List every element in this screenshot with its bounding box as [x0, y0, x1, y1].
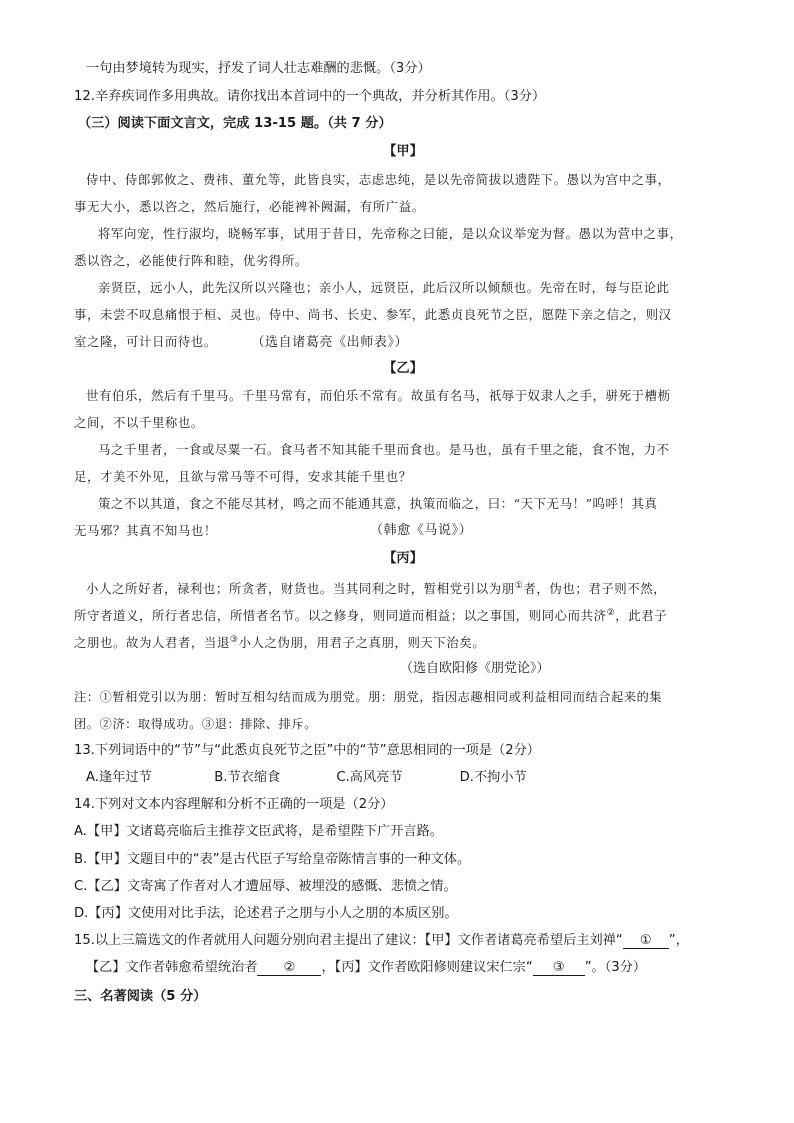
- bing-line-1: [86, 577, 732, 598]
- question-15-line-2: [86, 959, 732, 977]
- note-mark-2: ②: [606, 608, 616, 618]
- yi-line-5: 策之不以其道，食之不能尽其材，鸣之而不能通其意，执策而临之，曰：“天下无马！”呜呼！其真: [98, 496, 658, 511]
- bing-line-2b: ，此君子: [615, 608, 668, 624]
- q15-quote-close-2: ”: [584, 960, 592, 975]
- q14-option-c[interactable]: C.【乙】文寄寓了作者对人才遭屈辱、被埋没的感慨、悲愤之情。: [74, 879, 457, 894]
- jia-line-6: 事，未尝不叹息痛恨于桓、灵也。侍中、尚书、长史、参军，此悉贞良死节之臣，愿陛下亲之信之，则汉: [74, 307, 672, 322]
- q15-score: 。（3分）: [591, 960, 647, 975]
- q13-option-d[interactable]: D.不拘小节: [459, 770, 527, 785]
- yi-line-4: 足，才美不外见，且欲与常马等不可得，安求其能千里也？: [74, 469, 412, 484]
- yi-line-1: 世有伯乐，然后有千里马。千里马常有，而伯乐不常有。故虽有名马，祇辱于奴隶人之手，骈死于槽枥: [86, 388, 671, 403]
- q13-option-b[interactable]: B.节衣缩食: [214, 770, 281, 785]
- bing-line-2: [74, 604, 732, 625]
- passage-bing-label: 【丙】: [383, 551, 423, 566]
- q14-option-d[interactable]: D.【丙】文使用对比手法，论述君子之朋与小人之朋的本质区别。: [74, 906, 458, 921]
- intro-line: 一句由梦境转为现实，抒发了词人壮志难酬的悲慨。（3分）: [86, 61, 431, 76]
- q15-blank-3[interactable]: ③: [533, 960, 585, 976]
- q15-quote-open-2: “: [525, 960, 533, 975]
- passage-jia-label: 【甲】: [383, 144, 423, 159]
- bing-line-2a: 所守者道义，所行者忠信，所惜者名节。以之修身，则同道而相益；以之事国，则同心而共济: [74, 608, 607, 624]
- question-15-line-1: [74, 932, 732, 950]
- jia-line-3: 将军向宠，性行淑均，晓畅军事，试用于昔日，先帝称之曰能，是以众议举宠为督。愚以为营中之事，: [98, 226, 683, 241]
- question-14: 14.下列对文本内容理解和分析不正确的一项是（2分）: [74, 797, 394, 812]
- q15-part1: 15.以上三篇选文的作者就用人问题分别向君主提出了建议：【甲】文作者诸葛亮希望后主刘禅: [74, 933, 616, 948]
- note-mark-1: ①: [514, 581, 524, 591]
- q15-quote-close: ”: [668, 933, 676, 948]
- q15-part3: ，【丙】文作者欧阳修则建议宋仁宗: [321, 960, 526, 975]
- jia-line-5: 亲贤臣，远小人，此先汉所以兴隆也；亲小人，远贤臣，此后汉所以倾颓也。先帝在时，每与臣论此: [98, 280, 670, 295]
- bing-line-3: [74, 631, 732, 652]
- bing-line-1b: 者，伪也；君子则不然，: [523, 581, 667, 597]
- q15-blank-1[interactable]: ①: [623, 933, 669, 949]
- jia-line-7: [74, 333, 732, 352]
- q15-comma: ，: [675, 933, 689, 948]
- q13-option-c[interactable]: C.高风亮节: [336, 770, 403, 785]
- q14-option-a[interactable]: A.【甲】文诸葛亮临后主推荐文臣武将，是希望陛下广开言路。: [74, 824, 444, 839]
- yi-source: （韩愈《马说》）: [370, 523, 473, 538]
- yi-line-6: [74, 522, 732, 540]
- yi-line-6-text: 无马邪？其真不知马也！: [74, 523, 217, 538]
- q15-part2: 【乙】文作者韩愈希望统治者: [86, 960, 258, 975]
- bing-line-3b: 小人之伪朋，用君子之真朋，则天下治矣。: [238, 635, 486, 651]
- q14-option-b[interactable]: B.【甲】文题目中的“表”是古代臣子写给皇帝陈情言事的一种文体。: [74, 852, 471, 867]
- yi-line-3: 马之千里者，一食或尽粟一石。食马者不知其能千里而食也。是马也，虽有千里之能，食不饱，力不: [98, 442, 670, 457]
- note-mark-3: ③: [229, 635, 239, 645]
- q13-options: [86, 769, 732, 787]
- q13-option-a[interactable]: A.逢年过节: [86, 770, 152, 785]
- jia-line-4: 悉以咨之，必能使行阵和睦，优劣得所。: [74, 253, 308, 268]
- jia-line-7-text: 室之隆，可计日而待也。: [74, 334, 217, 349]
- notes-line-2: 团。②济：取得成功。③退：排除、排斥。: [74, 717, 317, 731]
- section-3-title: （三）阅读下面文言文，完成 13-15 题。（共 7 分）: [78, 116, 392, 131]
- q15-blank-2[interactable]: ②: [257, 960, 321, 976]
- notes-line-1: 注：①暂相党引以为朋：暂时互相勾结而成为朋党。朋：朋党，指因志趣相同或利益相同而结合起来的集: [74, 690, 663, 704]
- bing-source: （选自欧阳修《朋党论》）: [400, 661, 550, 676]
- jia-line-2: 事无大小，悉以咨之，然后施行，必能裨补阙漏，有所广益。: [74, 199, 425, 214]
- q15-quote-open: “: [615, 933, 623, 948]
- jia-line-1: 侍中、侍郎郭攸之、费祎、董允等，此皆良实，志虑忠纯，是以先帝简拔以遗陛下。愚以为宫中之事，: [86, 172, 671, 187]
- question-13: 13.下列词语中的“节”与“此悉贞良死节之臣”中的“节”意思相同的一项是（2分）: [74, 743, 540, 758]
- yi-line-2: 之间，不以千里称也。: [74, 415, 204, 430]
- section-three-title: 三、名著阅读（5 分）: [74, 989, 207, 1004]
- bing-line-1a: 小人之所好者，禄利也；所贪者，财货也。当其同利之时，暂相党引以为朋: [86, 581, 515, 597]
- passage-yi-label: 【乙】: [383, 361, 423, 376]
- jia-source: （选自诸葛亮《出师表》）: [251, 335, 409, 350]
- question-12: 12.辛弃疾词作多用典故。请你找出本首词中的一个典故，并分析其作用。（3分）: [74, 89, 546, 104]
- bing-line-3a: 之朋也。故为人君者，当退: [74, 635, 230, 651]
